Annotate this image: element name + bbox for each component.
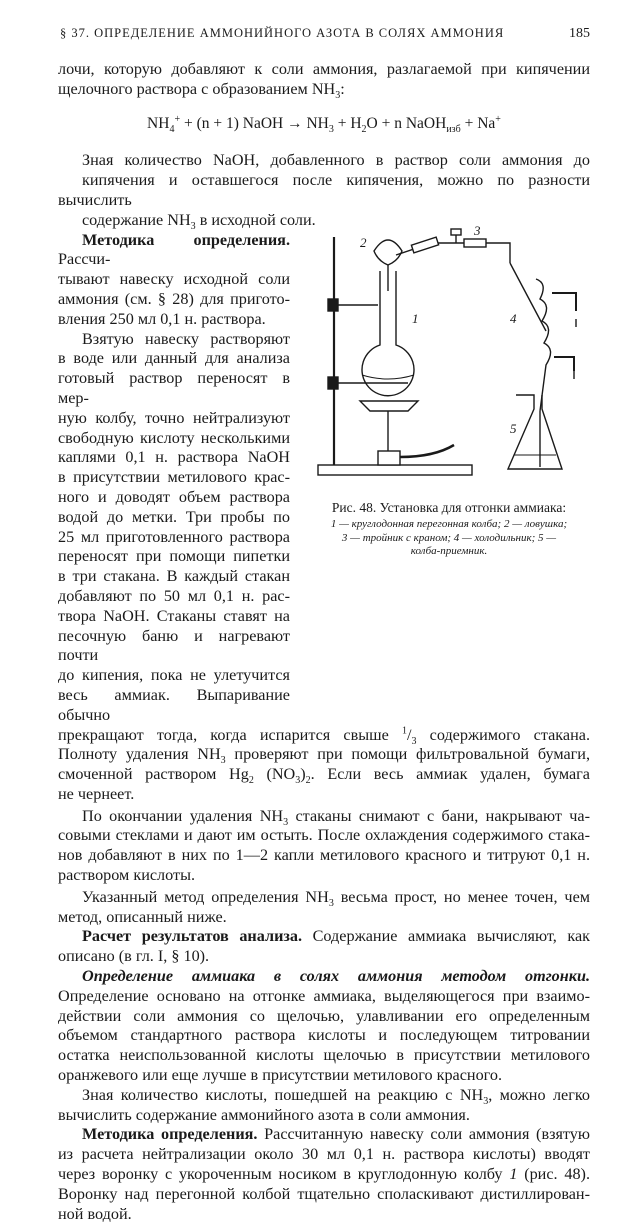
intro-paragraph [58, 60, 590, 100]
figure-48 [304, 222, 594, 559]
legend-line-1: 1 — круглодонная перегонная колба; 2 — ловушка; [330, 518, 568, 531]
method-line-16: добавляют по 50 мл 0,1 н. рас- [58, 586, 290, 605]
burner [378, 451, 400, 465]
calc-line-2: описано (в гл. I, § 10). [58, 947, 210, 966]
method-line-9: каплями 0,1 н. раствора NaOH [58, 448, 290, 467]
distill-line-5: оранжевого или еще лучше в присутствии метилового красного. [58, 1066, 503, 1085]
method-with-figure [58, 222, 590, 726]
para2-line-3: нов добавляют в них по 1—2 капли метилового красного и титруют 0,1 н. [58, 846, 590, 865]
para1-line-3: содержание $NH_3$ в исходной соли. [82, 210, 316, 233]
clamp-lower [328, 377, 338, 389]
distill-heading-line [58, 967, 590, 987]
method2-line-5: ной водой. [58, 1204, 132, 1223]
label-1: 1 [412, 310, 419, 326]
method-line-14: переносят при помощи пипетки [58, 547, 290, 566]
figure-caption: Рис. 48. Установка для отгонки аммиака: [331, 500, 567, 516]
header-title: § 37. ОПРЕДЕЛЕНИЕ АММОНИЙНОГО АЗОТА В СОЛЯХ АММОНИЯ [60, 26, 505, 40]
intro-line-2: щелочного раствора с образованием $NH_3$: [58, 79, 345, 102]
method-line-7: ную колбу, точно нейтрализуют [58, 408, 290, 427]
method-line-13: 25 мл приготовленного раствора [58, 527, 290, 546]
method-line-5: в воде или данный для анализа [58, 349, 290, 368]
para4-line-1: Зная количество кислоты, пошедшей на реакцию с $NH_3$, можно легко [82, 1085, 590, 1108]
method-line-8: свободную кислоту несколькими [58, 428, 290, 447]
method-line-17: твора NaOH. Стаканы ставят на [58, 606, 290, 625]
method2-line-3: через воронку с укороченным носиком в круглодонную колбу 1 (рис. 48). [58, 1165, 590, 1184]
para3-line-2: метод, описанный ниже. [58, 907, 227, 926]
legend-line-3: колба-приемник. [410, 545, 488, 558]
method-line-4: Взятую навеску растворяют [82, 329, 290, 348]
para1-line-1: Зная количество NaOH, добавленного в раствор соли аммония до [82, 151, 590, 170]
method2-heading: Методика определения. [82, 1125, 258, 1144]
heater-plate [360, 401, 418, 411]
running-header [60, 26, 590, 46]
legend-line-2: 3 — тройник с краном; 4 — холодильник; 5 — [341, 531, 557, 544]
clamp-upper [328, 299, 338, 311]
method-continuation [58, 726, 590, 805]
method-left-column [58, 231, 290, 726]
method-line-0: Методика определения. Рассчи- [58, 230, 290, 269]
para4-line-2: вычислить содержание аммонийного азота в соли аммония. [58, 1105, 470, 1124]
distill-line-3: объемом стандартного раствора кислоты и последующем титровании [58, 1026, 590, 1045]
para2-line-2: совыми стеклами и дают им остыть. После охлаждения содержимого стака- [58, 826, 590, 845]
paragraph-method-2 [58, 1125, 590, 1224]
distillation-apparatus-diagram [304, 222, 594, 491]
method-line-18: песочную баню и нагревают почти [58, 626, 290, 665]
method2-line-1: Методика определения. Рассчитанную навеску соли аммония (взятую [82, 1125, 590, 1144]
gas-hose [400, 445, 454, 457]
label-4: 4 [510, 310, 517, 326]
distill-heading: Определение аммиака в солях аммония методом отгонки. [82, 967, 590, 986]
method-line-12: водой до метки. Три пробы по [58, 507, 290, 526]
method-heading: Методика определения. [82, 230, 290, 249]
method-line-2: аммония (см. § 28) для пригото- [58, 289, 290, 308]
trap [374, 240, 402, 265]
intro-line-1: лочи, которую добавляют к соли аммония, разлагаемой при кипячении [58, 60, 590, 78]
calc-heading: Расчет результатов анализа. [82, 927, 303, 946]
para3-line-1: Указанный метод определения $NH_3$ весьма прост, но менее точен, чем [82, 887, 590, 910]
method2-line-2: из расчета нейтрализации около 30 мл 0,1 н. раствора кислоты) вводят [58, 1145, 590, 1164]
label-2: 2 [360, 234, 367, 250]
stand-base [318, 465, 472, 475]
condenser [536, 279, 551, 411]
distill-line-1: Определение основано на отгонке аммиака, выделяющегося при взаимо- [58, 986, 590, 1005]
method-line-11: ного и доводят объем раствора [58, 487, 290, 506]
label-5: 5 [510, 420, 517, 436]
distill-line-4: остатка неиспользованной кислоты щелочью в присутствии метилового [58, 1046, 590, 1065]
paragraph-distillation [58, 967, 590, 1086]
cont-line-2: Полноту удаления $NH_3$ проверяют при помощи фильтровальной бумаги, [58, 745, 590, 767]
method-line-6: готовый раствор переносят в мер- [58, 369, 290, 407]
method-line-20: весь аммиак. Выпаривание обычно [58, 685, 290, 724]
page-number: 185 [569, 26, 590, 41]
paragraph-acid-amount [58, 1086, 590, 1126]
label-3: 3 [474, 222, 481, 238]
figure-legend [304, 518, 594, 559]
distill-line-2: действии соли аммония со щелочью, улавливании его определенным [58, 1006, 590, 1025]
calc-line-1: Расчет результатов анализа. Содержание аммиака вычисляют, как [82, 927, 590, 946]
para2-line-1: По окончании удаления $NH_3$ стаканы снимают с бани, накрывают ча- [82, 806, 590, 828]
para1-line-2: кипячения и оставшегося после кипячения, можно по разности вычислить [58, 171, 590, 209]
method-line-19: до кипения, пока не улетучится [58, 666, 290, 685]
page-body [58, 60, 590, 1224]
method-line-15: в три стакана. В каждый стакан [58, 567, 290, 586]
tee-stopcock [451, 229, 461, 235]
method-line-10: в присутствии метилового крас- [58, 468, 290, 487]
paragraph-after-removal [58, 807, 590, 886]
para2-line-4: раствором кислоты. [58, 866, 196, 885]
reaction-formula: $NH_4^+ + (n + 1)$ NaOH → $NH_3 + H_2O + n$ NaOH$_{изб}$ + Na+ [147, 113, 501, 135]
method-line-1: тывают навеску исходной соли [58, 270, 290, 289]
cont-line-1: прекращают тогда, когда испарится свыше $^1/_3$ содержимого стакана. [58, 725, 590, 747]
paragraph-naoh-difference [58, 151, 590, 233]
cont-line-4: не чернеет. [58, 784, 135, 803]
method-line-3: вления 250 мл 0,1 н. раствора. [58, 309, 266, 328]
method2-line-4: Воронку над перегонной колбой тщательно споласкивают дистиллирован- [58, 1184, 590, 1203]
cont-line-3: смоченной раствором $Hg_2$ $(NO_3)_2$. Если весь аммиак удален, бумага [58, 765, 590, 787]
paragraph-method-simple [58, 888, 590, 928]
paragraph-calc [58, 927, 590, 967]
